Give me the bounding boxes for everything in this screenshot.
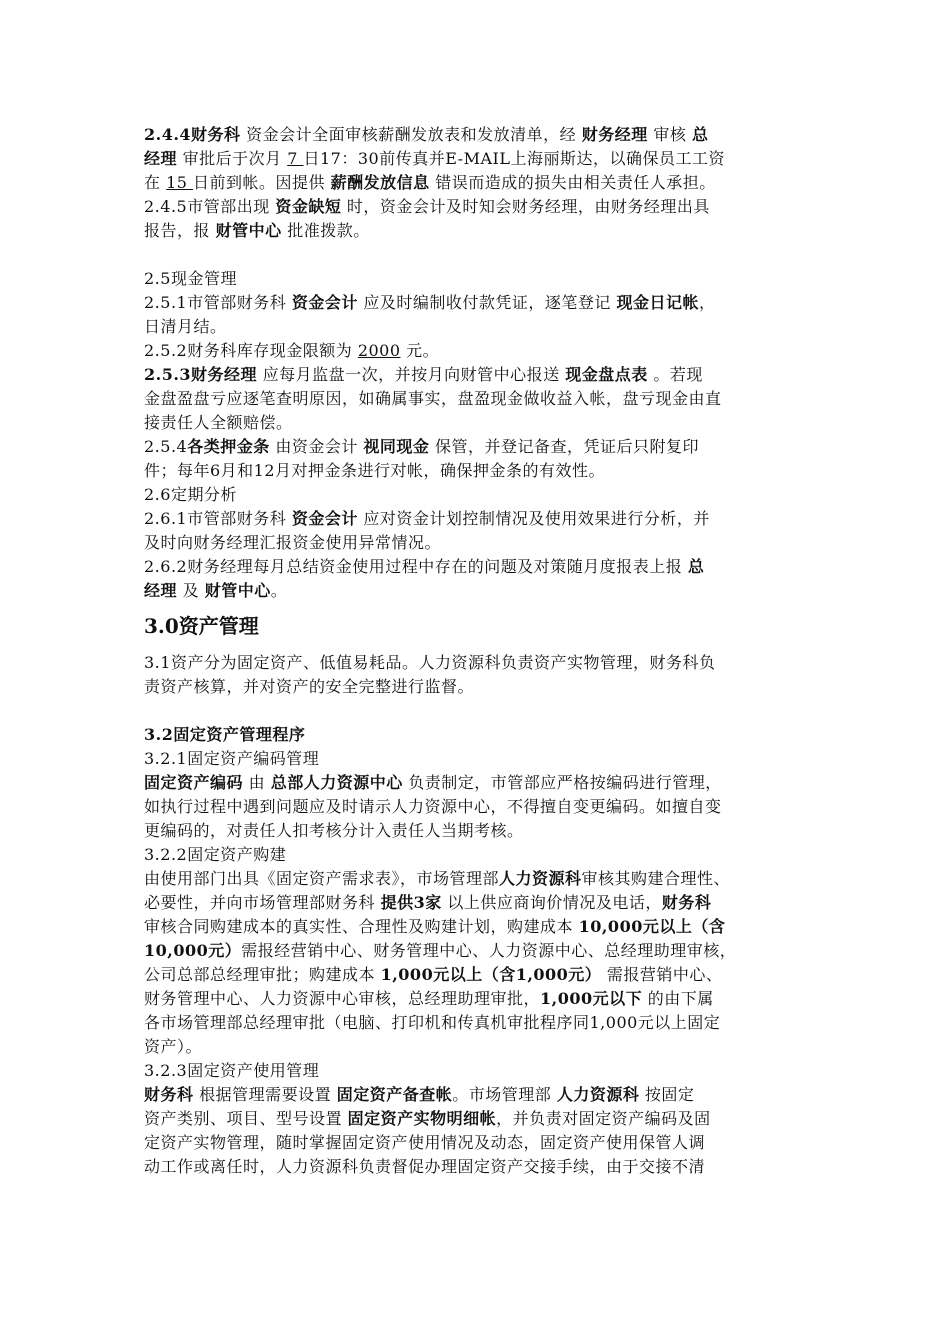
bold-text: 薪酬发放信息: [330, 173, 430, 192]
text-line: [144, 147, 824, 171]
text-segment: 资产类别、项目、型号设置: [144, 1109, 348, 1128]
text-segment: ，: [699, 293, 716, 312]
bold-text: 经理: [144, 581, 178, 600]
text-segment: 2.5.4: [144, 437, 188, 456]
bold-text: 固定资产实物明细帐: [347, 1109, 497, 1128]
text-segment: 2.6.2财务经理每月总结资金使用过程中存在的问题及对策随月度报表上报: [144, 557, 688, 576]
text-segment: 2.6.1市管部财务科: [144, 509, 292, 528]
bold-text: 各类押金条: [187, 437, 270, 456]
text-line: [144, 723, 824, 747]
text-segment: 。市场管理部: [452, 1085, 557, 1104]
text-segment: 日17：30前传真并E-MAIL上海丽斯达，以确保员工工资: [303, 149, 725, 168]
bold-text: 经理: [144, 149, 178, 168]
bold-text: 财务经理: [581, 125, 648, 144]
text-line: [144, 435, 824, 459]
bold-text: 1,000元以下: [540, 989, 643, 1008]
text-segment: 根据管理需要设置: [193, 1085, 337, 1104]
text-line: [144, 171, 824, 195]
text-line: [144, 123, 824, 147]
text-line: [144, 771, 824, 795]
bold-text: 总: [691, 125, 709, 144]
text-line: [144, 483, 824, 507]
underlined-value: 7: [287, 149, 304, 168]
bold-text: 财管中心: [215, 221, 282, 240]
text-segment: 如执行过程中遇到问题应及时请示人力资源中心，不得擅自变更编码。如擅自变: [144, 797, 722, 816]
text-segment: 及: [177, 581, 205, 600]
text-segment: 3.2.1固定资产编码管理: [144, 749, 320, 768]
text-line: [144, 1083, 824, 1107]
document-page: [144, 123, 824, 1179]
text-line: [144, 411, 824, 435]
text-segment: 负责制定，市管部应严格按编码进行管理，: [402, 773, 722, 792]
text-line: [144, 939, 824, 963]
text-line: [144, 891, 824, 915]
bold-text: 固定资产备查帐: [336, 1085, 453, 1104]
text-segment: 资金会计全面审核薪酬发放表和发放清单，经: [240, 125, 582, 144]
bold-text: 提供3家: [380, 893, 442, 912]
text-segment: 件；每年6月和12月对押金条进行对帐，确保押金条的有效性。: [144, 461, 606, 480]
underlined-value: 15: [166, 173, 194, 192]
text-segment: 3.0资产管理: [144, 614, 259, 638]
bold-text: 2.4.4财务科: [144, 125, 241, 144]
text-segment: 动工作或离任时，人力资源科负责督促办理固定资产交接手续，由于交接不清: [144, 1157, 706, 1176]
text-segment: 各市场管理部总经理审批（电脑、打印机和传真机审批程序同1,000元以上固定: [144, 1013, 721, 1032]
text-line: [144, 219, 824, 243]
text-segment: 由: [243, 773, 271, 792]
text-line: [144, 315, 824, 339]
bold-text: 人力资源科: [499, 869, 582, 888]
text-segment: 审核: [647, 125, 692, 144]
text-segment: 责资产核算，并对资产的安全完整进行监督。: [144, 677, 475, 696]
text-line: [144, 195, 824, 219]
text-segment: 日前到帐。因提供: [193, 173, 331, 192]
text-segment: 3.2.3固定资产使用管理: [144, 1061, 320, 1080]
text-segment: 需报经营销中心、财务管理中心、人力资源中心、总经理助理审核，: [241, 941, 737, 960]
text-line: [144, 1035, 824, 1059]
bold-text: 2.5.3财务经理: [144, 365, 258, 384]
text-segment: 金盘盈盘亏应逐笔查明原因，如确属事实，盘盈现金做收益入帐，盘亏现金由直: [144, 389, 722, 408]
text-segment: 报告，报: [144, 221, 216, 240]
text-line: [144, 819, 824, 843]
text-segment: 审核合同购建成本的真实性、合理性及购建计划，购建成本: [144, 917, 579, 936]
text-segment: 应对资金计划控制情况及使用效果进行分析，并: [357, 509, 710, 528]
text-segment: 元。: [400, 341, 440, 360]
text-segment: ，并负责对固定资产编码及固: [496, 1109, 711, 1128]
text-line: [144, 459, 824, 483]
text-segment: 财务管理中心、人力资源中心审核，总经理助理审批，: [144, 989, 541, 1008]
bold-text: 财务科: [144, 1085, 194, 1104]
text-line: [144, 747, 824, 771]
bold-text: 固定资产编码: [144, 773, 244, 792]
bold-text: 10,000元以上（含: [578, 917, 726, 936]
bold-text: 总: [687, 557, 705, 576]
bold-text: 现金盘点表: [565, 365, 648, 384]
bold-text: 财管中心: [204, 581, 271, 600]
bold-text: 10,000元）: [144, 941, 242, 960]
text-segment: 需报营销中心、: [601, 965, 723, 984]
text-line: [144, 363, 824, 387]
text-segment: 保管，并登记备查，凭证后只附复印: [429, 437, 700, 456]
underlined-value: 2000: [357, 341, 401, 360]
text-segment: 错误而造成的损失由相关责任人承担。: [429, 173, 716, 192]
bold-text: 3.2固定资产管理程序: [144, 725, 306, 744]
text-line: [144, 291, 824, 315]
text-line: [144, 843, 824, 867]
text-line: [144, 579, 824, 603]
text-segment: 由资金会计: [269, 437, 364, 456]
text-line: [144, 339, 824, 363]
text-line: [144, 963, 824, 987]
text-segment: 及时向财务经理汇报资金使用异常情况。: [144, 533, 442, 552]
text-line: [144, 555, 824, 579]
text-segment: 。若现: [647, 365, 703, 384]
text-segment: 审批后于次月: [177, 149, 288, 168]
text-segment: 日清月结。: [144, 317, 227, 336]
bold-text: 视同现金: [363, 437, 430, 456]
text-segment: 按固定: [639, 1085, 695, 1104]
bold-text: 财务科: [661, 893, 712, 912]
bold-text: 1,000元以上（含1,000元）: [380, 965, 602, 984]
text-segment: 应每月监盘一次，并按月向财管中心报送: [257, 365, 566, 384]
text-line: [144, 915, 824, 939]
bold-text: 资金会计: [291, 509, 358, 528]
text-segment: 3.1资产分为固定资产、低值易耗品。人力资源科负责资产实物管理，财务科负: [144, 653, 716, 672]
text-segment: 2.6定期分析: [144, 485, 237, 504]
text-segment: 2.5现金管理: [144, 269, 237, 288]
section-heading: [144, 611, 824, 641]
text-line: [144, 1131, 824, 1155]
text-segment: 公司总部总经理审批；购建成本: [144, 965, 381, 984]
text-line: [144, 987, 824, 1011]
text-line: [144, 1155, 824, 1179]
text-line: [144, 867, 824, 891]
text-segment: 定资产实物管理，随时掌握固定资产使用情况及动态，固定资产使用保管人调: [144, 1133, 706, 1152]
text-segment: 批准拨款。: [281, 221, 370, 240]
text-segment: 更编码的，对责任人扣考核分计入责任人当期考核。: [144, 821, 524, 840]
text-line: [144, 1107, 824, 1131]
text-segment: 必要性，并向市场管理部财务科: [144, 893, 381, 912]
text-line: [144, 507, 824, 531]
text-segment: 在: [144, 173, 167, 192]
bold-text: 资金缺短: [275, 197, 342, 216]
text-line: [144, 651, 824, 675]
text-line: [144, 531, 824, 555]
text-line: [144, 795, 824, 819]
bold-text: 资金会计: [291, 293, 358, 312]
text-segment: 以上供应商询价情况及电话，: [441, 893, 662, 912]
text-segment: 审核其购建合理性、: [581, 869, 731, 888]
text-line: [144, 675, 824, 699]
text-line: [144, 267, 824, 291]
bold-text: 人力资源科: [556, 1085, 640, 1104]
text-segment: 的由下属: [642, 989, 714, 1008]
text-segment: 资产）。: [144, 1037, 203, 1056]
text-line: [144, 1011, 824, 1035]
text-segment: 接责任人全额赔偿。: [144, 413, 293, 432]
bold-text: 现金日记帐: [616, 293, 700, 312]
text-segment: 2.5.2财务科库存现金限额为: [144, 341, 358, 360]
text-segment: 应及时编制收付款凭证，逐笔登记: [357, 293, 617, 312]
text-segment: 2.5.1市管部财务科: [144, 293, 292, 312]
text-segment: 时，资金会计及时知会财务经理，由财务经理出具: [341, 197, 710, 216]
text-line: [144, 387, 824, 411]
text-segment: 由使用部门出具《固定资产需求表》，市场管理部: [144, 869, 500, 888]
bold-text: 总部人力资源中心: [270, 773, 403, 792]
text-segment: 2.4.5市管部出现: [144, 197, 276, 216]
text-segment: 。: [270, 581, 288, 600]
text-segment: 3.2.2固定资产购建: [144, 845, 287, 864]
text-line: [144, 1059, 824, 1083]
